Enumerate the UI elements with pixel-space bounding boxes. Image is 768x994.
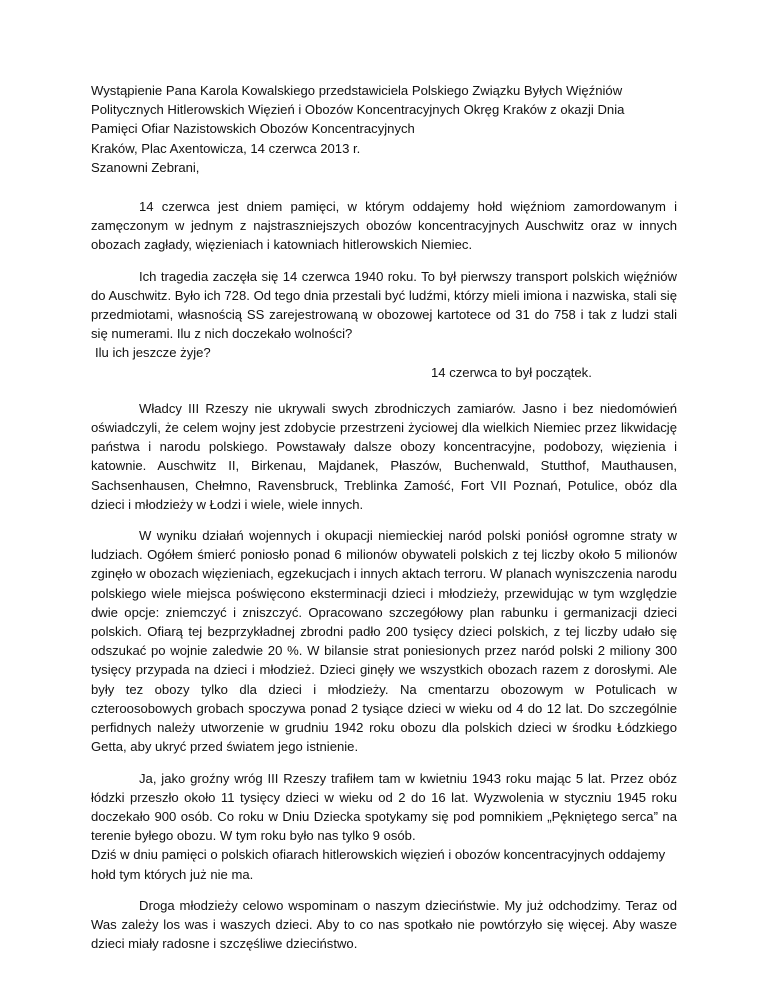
paragraph-5: Ja, jako groźny wróg III Rzeszy trafiłem tam w kwietniu 1943 roku mając 5 lat. Przez obóz łódzki przeszło około 11 tysięcy dzieci w wieku od 2 do 16 lat. Wyzwolenia w styczniu 1945 roku doczekało 900 osób. Co roku w Dniu Dziecka spotykamy się pod pomnikiem „Pękniętego serca” na terenie byłego obozu. W tym roku było nas tylko 9 osób. [91,770,677,844]
header-place-date: Kraków, Plac Axentowicza, 14 czerwca 2013 r. [91,140,361,156]
document-page [91,81,677,953]
paragraph-4: W wyniku działań wojennych i okupacji niemieckiej naród polski poniósł ogromne straty w ludziach. Ogółem śmierć poniosło ponad 6 milionów obywateli polskich z tej liczby około 5 milionów zginęło w obozach więzieniach, egzekucjach i innych aktach terroru. W planach wyniszczenia narodu polskiego wiele miejsca poświęcono eksterminacji dzieci i młodzieży, przewidując w tym względzie dwie opcje: zniemczyć i zniszczyć. Opracowano szczegółowy plan rabunku i germanizacji dzieci polskich. Ofiarą tej bezprzykładnej zbrodni padło 200 tysięcy dzieci polskich, z tej liczby udało się odszukać po wojnie zaledwie 20 %. W bilansie strat poniesionych przez naród polski 2 miliony 300 tysięcy przypada na dzieci i młodzież. Dzieci ginęły we wszystkich obozach razem z dorosłymi. Ale były tez obozy tylko dla dzieci i młodzieży. Na cmentarzu obozowym w Potulicach w czteroosobowych grobach spoczywa ponad 2 tysiące dzieci w wieku od 4 do 12 lat. Do szczególnie perfidnych należy utworzenie w grudniu 1942 roku obozu dla polskich dzieci w środku Łódzkiego Getta, aby ukryć przed światem jego istnienie. [91,528,677,755]
paragraph-6: Droga młodzieży celowo wspominam o naszym dzieciństwie. My już odchodzimy. Teraz od Was zależy los was i waszych dzieci. Aby to co nas spotkało nie powtórzyło się więcej. Aby wasze dzieci miały radosne i szczęśliwe dzieciństwo. [91,897,677,952]
paragraph-1: 14 czerwca jest dniem pamięci, w którym oddajemy hołd więźniom zamordowanym i zamęczonym w jednym z najstraszniejszych obozów koncentracyjnych Auschwitz oraz w innych obozach zagłady, więzieniach i katowniach hitlerowskich Niemiec. [91,199,677,253]
header-line-3: Pamięci Ofiar Nazistowskich Obozów Koncentracyjnych [91,121,415,137]
paragraph-5-continuation: Dziś w dniu pamięci o polskich ofiarach hitlerowskich więzień i obozów koncentracyjnych oddajemy hołd tym których już nie ma. [91,847,666,882]
salutation: Szanowni Zebrani, [91,159,200,175]
document-header [91,81,677,158]
paragraph-2-closing: 14 czerwca to był początek. [431,364,592,380]
paragraph-3: Władcy III Rzeszy nie ukrywali swych zbrodniczych zamiarów. Jasno i bez niedomówień oświadczyli, że celem wojny jest zdobycie przestrzeni życiowej dla wielkich Niemiec przez likwidację państwa i narodu polskiego. Powstawały dalsze obozy koncentracyjne, podobozy, więzienia i katownie. Auschwitz II, Birkenau, Majdanek, Płaszów, Buchenwald, Stutthof, Mauthausen, Sachsenhausen, Chełmno, Ravensbruck, Treblinka Zamość, Fort VII Poznań, Potulice, obóz dla dzieci i młodzieży w Łodzi i wiele, wiele innych. [91,400,677,512]
paragraph-2: Ich tragedia zaczęła się 14 czerwca 1940 roku. To był pierwszy transport polskich więźniów do Auschwitz. Było ich 728. Od tego dnia przestali być ludźmi, którzy mieli imiona i nazwiska, stali się przedmiotami, własnością SS zarejestrowaną w obozowej kartotece od 31 do 758 i tak z ludzi stali się numerami. Ilu z nich doczekało wolności? [91,268,677,342]
header-line-2: Politycznych Hitlerowskich Więzień i Obozów Koncentracyjnych Okręg Kraków z okazji Dnia [91,102,625,118]
header-line-1: Wystąpienie Pana Karola Kowalskiego przedstawiciela Polskiego Związku Byłych Więźniów [91,83,623,98]
paragraph-2-question: Ilu ich jeszcze żyje? [95,345,211,361]
